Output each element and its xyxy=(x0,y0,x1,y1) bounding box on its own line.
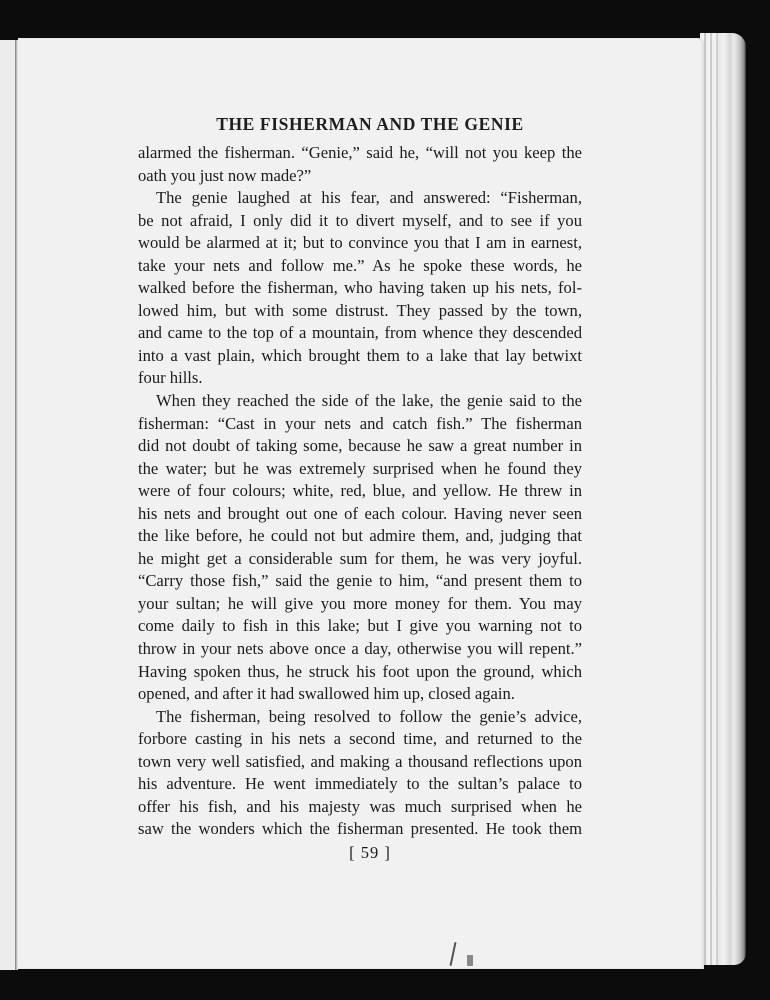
text-line: four hills. xyxy=(138,368,203,388)
text-line: take your nets and follow me.” As he spoke these words, he xyxy=(138,255,582,275)
text-line: walked before the fisherman, who having taken up his nets, fol- xyxy=(138,278,582,298)
paragraph xyxy=(138,390,582,706)
bottom-edge-mark xyxy=(467,955,473,966)
page-number: [ 59 ] xyxy=(349,843,391,862)
text-line: did not doubt of taking some, because he saw a great number in xyxy=(138,436,582,456)
paragraph xyxy=(138,187,582,390)
paragraph xyxy=(138,142,582,187)
text-line: oath you just now made?” xyxy=(138,165,312,185)
text-line: lowed him, but with some distrust. They passed by the town, xyxy=(138,300,582,320)
text-line: the like before, he could not but admire them, and, judging that xyxy=(138,526,582,546)
text-line: would be alarmed at it; but to convince you that I am in earnest, xyxy=(138,233,582,253)
text-line: forbore casting in his nets a second time, and returned to the xyxy=(138,729,582,749)
text-line: come daily to fish in this lake; but I give you warning not to xyxy=(138,616,582,636)
book-gutter xyxy=(15,40,18,970)
text-line: the water; but he was extremely surprised when he found they xyxy=(138,458,582,478)
text-line: he might get a considerable sum for them, he was very joyful. xyxy=(138,548,582,568)
text-line: When they reached the side of the lake, the genie said to the xyxy=(156,391,582,411)
text-line: alarmed the fisherman. “Genie,” said he, “will not you keep the xyxy=(138,143,582,162)
page-stack-edge xyxy=(700,33,746,965)
text-line: your sultan; he will give you more money for them. You may xyxy=(138,593,582,613)
text-line: his adventure. He went immediately to the sultan’s palace to xyxy=(138,774,582,794)
text-line: offer his fish, and his majesty was much surprised when he xyxy=(138,796,582,816)
text-line: fisherman: “Cast in your nets and catch fish.” The fisherman xyxy=(138,413,582,433)
page-body xyxy=(138,142,582,841)
text-line: and came to the top of a mountain, from whence they descended xyxy=(138,323,582,343)
text-line: into a vast plain, which brought them to a lake that lay betwixt xyxy=(138,345,582,365)
text-line: throw in your nets above once a day, otherwise you will repent.” xyxy=(138,639,582,659)
text-line: The genie laughed at his fear, and answered: “Fisherman, xyxy=(156,188,582,208)
text-line: be not afraid, I only did it to divert myself, and to see if you xyxy=(138,210,582,230)
text-line: opened, and after it had swallowed him up, closed again. xyxy=(138,684,515,704)
text-line: Having spoken thus, he struck his foot upon the ground, which xyxy=(138,661,582,681)
paragraph xyxy=(138,706,582,841)
text-line: saw the wonders which the fisherman presented. He took them xyxy=(138,819,582,839)
running-head: THE FISHERMAN AND THE GENIE xyxy=(216,114,524,134)
text-line: The fisherman, being resolved to follow the genie’s advice, xyxy=(156,706,582,726)
text-line: “Carry those fish,” said the genie to him, “and present them to xyxy=(138,571,582,591)
text-line: town very well satisfied, and making a thousand reflections upon xyxy=(138,751,582,771)
text-line: were of four colours; white, red, blue, and yellow. He threw in xyxy=(138,481,582,501)
text-line: his nets and brought out one of each colour. Having never seen xyxy=(138,503,582,523)
